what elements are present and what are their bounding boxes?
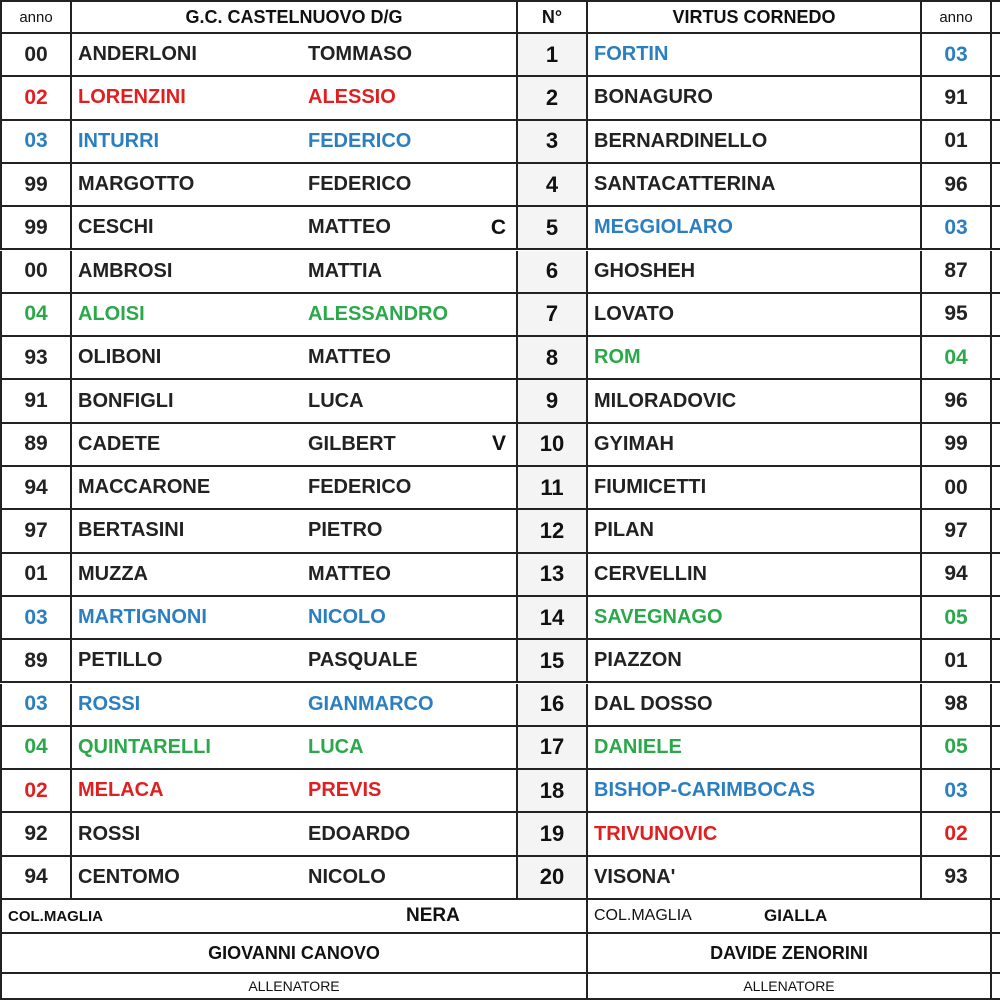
- coach-role-left: ALLENATORE: [0, 974, 588, 1000]
- right-edge: [992, 467, 1000, 510]
- birth-year-right: 96: [922, 380, 992, 423]
- player-row: [0, 380, 1000, 423]
- away-player-name: LOVATO: [588, 294, 922, 337]
- year-header-right: anno: [922, 0, 992, 34]
- shirt-number: 5: [518, 207, 588, 250]
- home-player-cell: [72, 813, 518, 856]
- home-player-cell: [72, 510, 518, 553]
- shirt-cell-right: [588, 900, 992, 934]
- player-row: [0, 597, 1000, 640]
- right-edge: [992, 164, 1000, 207]
- home-player-cell: [72, 467, 518, 510]
- birth-year-left: 03: [0, 121, 72, 164]
- birth-year-left: 03: [0, 597, 72, 640]
- birth-year-right: 04: [922, 337, 992, 380]
- home-player-cell: [72, 164, 518, 207]
- home-player-surname: BERTASINI: [78, 519, 185, 542]
- player-row: [0, 640, 1000, 683]
- away-player-name: MEGGIOLARO: [588, 207, 922, 250]
- home-player-firstname: ALESSANDRO: [308, 302, 449, 325]
- shirt-number: 6: [518, 251, 588, 294]
- birth-year-right: 05: [922, 597, 992, 640]
- player-row: [0, 164, 1000, 207]
- home-player-firstname: PREVIS: [308, 779, 382, 802]
- birth-year-right: 94: [922, 554, 992, 597]
- shirt-number: 1: [518, 34, 588, 77]
- home-player-cell: [72, 640, 518, 683]
- right-edge: [992, 294, 1000, 337]
- right-edge: [992, 337, 1000, 380]
- shirt-number: 10: [518, 424, 588, 467]
- birth-year-right: 99: [922, 424, 992, 467]
- coach-role-right: ALLENATORE: [588, 974, 992, 1000]
- away-player-name: PILAN: [588, 510, 922, 553]
- away-player-name: GYIMAH: [588, 424, 922, 467]
- right-edge: [992, 424, 1000, 467]
- shirt-number: 12: [518, 510, 588, 553]
- birth-year-left: 93: [0, 337, 72, 380]
- home-player-firstname: LUCA: [308, 389, 364, 412]
- home-player-cell: [72, 207, 518, 250]
- player-row: [0, 554, 1000, 597]
- home-player-firstname: ALESSIO: [308, 86, 396, 109]
- shirt-number: 16: [518, 684, 588, 727]
- player-row: [0, 207, 1000, 250]
- coach-name-left: GIOVANNI CANOVO: [0, 934, 588, 974]
- away-player-name: DANIELE: [588, 727, 922, 770]
- birth-year-right: 96: [922, 164, 992, 207]
- birth-year-right: 02: [922, 813, 992, 856]
- shirt-label-left: COL.MAGLIA: [8, 907, 103, 925]
- home-player-firstname: EDOARDO: [308, 822, 411, 845]
- coach-name-right: DAVIDE ZENORINI: [588, 934, 992, 974]
- player-row: [0, 337, 1000, 380]
- home-player-surname: OLIBONI: [78, 346, 162, 369]
- right-edge: [992, 857, 1000, 900]
- shirt-color-left: NERA: [406, 905, 460, 926]
- team-name-left: G.C. CASTELNUOVO D/G: [72, 0, 518, 34]
- shirt-row: [0, 900, 1000, 934]
- birth-year-left: 04: [0, 294, 72, 337]
- right-edge: [992, 251, 1000, 294]
- home-player-firstname: MATTIA: [308, 259, 383, 282]
- player-row: [0, 727, 1000, 770]
- player-row: [0, 467, 1000, 510]
- birth-year-left: 99: [0, 207, 72, 250]
- birth-year-left: 99: [0, 164, 72, 207]
- home-player-surname: MUZZA: [78, 562, 148, 585]
- birth-year-left: 91: [0, 380, 72, 423]
- home-player-cell: [72, 121, 518, 164]
- home-player-firstname: FEDERICO: [308, 173, 412, 196]
- shirt-label-right: COL.MAGLIA: [594, 907, 692, 924]
- home-player-firstname: NICOLO: [308, 606, 386, 629]
- right-edge: [992, 510, 1000, 553]
- birth-year-right: 98: [922, 684, 992, 727]
- away-player-name: BERNARDINELLO: [588, 121, 922, 164]
- away-player-name: BONAGURO: [588, 77, 922, 120]
- home-player-firstname: PASQUALE: [308, 649, 418, 672]
- away-player-name: ROM: [588, 337, 922, 380]
- home-player-firstname: MATTEO: [308, 346, 391, 369]
- home-player-cell: [72, 424, 518, 467]
- year-header-left: anno: [0, 0, 72, 34]
- birth-year-right: 97: [922, 510, 992, 553]
- birth-year-right: 01: [922, 121, 992, 164]
- away-player-name: DAL DOSSO: [588, 684, 922, 727]
- number-header: N°: [518, 0, 588, 34]
- birth-year-left: 01: [0, 554, 72, 597]
- away-player-name: GHOSHEH: [588, 251, 922, 294]
- home-player-surname: BONFIGLI: [78, 389, 174, 412]
- team-name-right: VIRTUS CORNEDO: [588, 0, 922, 34]
- shirt-number: 9: [518, 380, 588, 423]
- away-player-name: SAVEGNAGO: [588, 597, 922, 640]
- birth-year-left: 00: [0, 251, 72, 294]
- home-player-cell: [72, 251, 518, 294]
- home-player-cell: [72, 380, 518, 423]
- home-player-surname: MELACA: [78, 779, 164, 802]
- home-player-firstname: TOMMASO: [308, 43, 413, 66]
- home-player-firstname: FEDERICO: [308, 476, 412, 499]
- home-player-surname: CENTOMO: [78, 865, 180, 888]
- home-player-firstname: PIETRO: [308, 519, 383, 542]
- shirt-number: 3: [518, 121, 588, 164]
- home-player-surname: MARTIGNONI: [78, 606, 207, 629]
- home-player-firstname: FEDERICO: [308, 129, 412, 152]
- birth-year-right: 87: [922, 251, 992, 294]
- shirt-number: 14: [518, 597, 588, 640]
- shirt-number: 15: [518, 640, 588, 683]
- right-edge: [992, 207, 1000, 250]
- home-player-cell: [72, 684, 518, 727]
- shirt-number: 4: [518, 164, 588, 207]
- right-edge: [992, 727, 1000, 770]
- away-player-name: MILORADOVIC: [588, 380, 922, 423]
- birth-year-right: 05: [922, 727, 992, 770]
- right-edge: [992, 380, 1000, 423]
- right-edge: [992, 974, 1000, 1000]
- shirt-cell-left: [0, 900, 588, 934]
- home-player-surname: PETILLO: [78, 649, 163, 672]
- home-player-firstname: MATTEO: [308, 562, 391, 585]
- birth-year-left: 92: [0, 813, 72, 856]
- home-player-firstname: GIANMARCO: [308, 692, 434, 715]
- right-edge: [992, 934, 1000, 974]
- birth-year-left: 02: [0, 77, 72, 120]
- home-player-surname: MARGOTTO: [78, 173, 195, 196]
- birth-year-right: 91: [922, 77, 992, 120]
- away-player-name: BISHOP-CARIMBOCAS: [588, 770, 922, 813]
- home-player-cell: [72, 337, 518, 380]
- home-player-surname: LORENZINI: [78, 86, 186, 109]
- shirt-color-right: GIALLA: [764, 906, 828, 925]
- right-edge: [992, 77, 1000, 120]
- away-player-name: SANTACATTERINA: [588, 164, 922, 207]
- birth-year-left: 04: [0, 727, 72, 770]
- right-edge: [992, 34, 1000, 77]
- birth-year-right: 03: [922, 207, 992, 250]
- home-player-firstname: MATTEO: [308, 216, 391, 239]
- right-edge: [992, 554, 1000, 597]
- home-player-surname: INTURRI: [78, 129, 160, 152]
- away-player-name: FORTIN: [588, 34, 922, 77]
- shirt-number: 13: [518, 554, 588, 597]
- coach-row: [0, 934, 1000, 974]
- right-edge: [992, 900, 1000, 934]
- player-row: [0, 121, 1000, 164]
- header-row: [0, 0, 1000, 34]
- player-row: [0, 77, 1000, 120]
- away-player-name: FIUMICETTI: [588, 467, 922, 510]
- coach-role-row: [0, 974, 1000, 1000]
- birth-year-right: 03: [922, 770, 992, 813]
- away-player-name: TRIVUNOVIC: [588, 813, 922, 856]
- player-row: [0, 813, 1000, 856]
- player-row: [0, 34, 1000, 77]
- birth-year-right: 95: [922, 294, 992, 337]
- away-player-name: CERVELLIN: [588, 554, 922, 597]
- home-player-surname: AMBROSI: [78, 259, 173, 282]
- player-row: [0, 770, 1000, 813]
- birth-year-left: 89: [0, 424, 72, 467]
- shirt-number: 19: [518, 813, 588, 856]
- home-player-surname: ROSSI: [78, 692, 141, 715]
- birth-year-right: 93: [922, 857, 992, 900]
- birth-year-right: 03: [922, 34, 992, 77]
- home-player-cell: [72, 34, 518, 77]
- home-player-cell: [72, 554, 518, 597]
- home-player-firstname: GILBERT: [308, 432, 396, 455]
- captain-mark: V: [491, 432, 506, 456]
- birth-year-left: 03: [0, 684, 72, 727]
- home-player-firstname: NICOLO: [308, 865, 386, 888]
- player-row: [0, 294, 1000, 337]
- birth-year-left: 89: [0, 640, 72, 683]
- shirt-number: 2: [518, 77, 588, 120]
- home-player-cell: [72, 770, 518, 813]
- player-row: [0, 857, 1000, 900]
- home-player-surname: CADETE: [78, 432, 161, 455]
- shirt-number: 8: [518, 337, 588, 380]
- birth-year-left: 00: [0, 34, 72, 77]
- right-edge: [992, 0, 1000, 34]
- right-edge: [992, 770, 1000, 813]
- player-row: [0, 251, 1000, 294]
- shirt-number: 18: [518, 770, 588, 813]
- birth-year-left: 94: [0, 467, 72, 510]
- shirt-number: 17: [518, 727, 588, 770]
- shirt-number: 11: [518, 467, 588, 510]
- right-edge: [992, 640, 1000, 683]
- home-player-surname: ALOISI: [78, 302, 145, 325]
- birth-year-right: 01: [922, 640, 992, 683]
- home-player-surname: ANDERLONI: [78, 43, 197, 66]
- home-player-cell: [72, 294, 518, 337]
- birth-year-right: 00: [922, 467, 992, 510]
- home-player-cell: [72, 857, 518, 900]
- home-player-firstname: LUCA: [308, 735, 364, 758]
- birth-year-left: 94: [0, 857, 72, 900]
- home-player-surname: MACCARONE: [78, 476, 211, 499]
- home-player-surname: ROSSI: [78, 822, 141, 845]
- right-edge: [992, 597, 1000, 640]
- player-row: [0, 424, 1000, 467]
- player-row: [0, 684, 1000, 727]
- right-edge: [992, 684, 1000, 727]
- right-edge: [992, 121, 1000, 164]
- captain-mark: C: [490, 215, 506, 239]
- home-player-cell: [72, 77, 518, 120]
- birth-year-left: 97: [0, 510, 72, 553]
- home-player-cell: [72, 727, 518, 770]
- player-row: [0, 510, 1000, 553]
- home-player-surname: QUINTARELLI: [78, 735, 211, 758]
- away-player-name: VISONA': [588, 857, 922, 900]
- shirt-number: 20: [518, 857, 588, 900]
- home-player-cell: [72, 597, 518, 640]
- away-player-name: PIAZZON: [588, 640, 922, 683]
- home-player-surname: CESCHI: [78, 216, 154, 239]
- birth-year-left: 02: [0, 770, 72, 813]
- right-edge: [992, 813, 1000, 856]
- shirt-number: 7: [518, 294, 588, 337]
